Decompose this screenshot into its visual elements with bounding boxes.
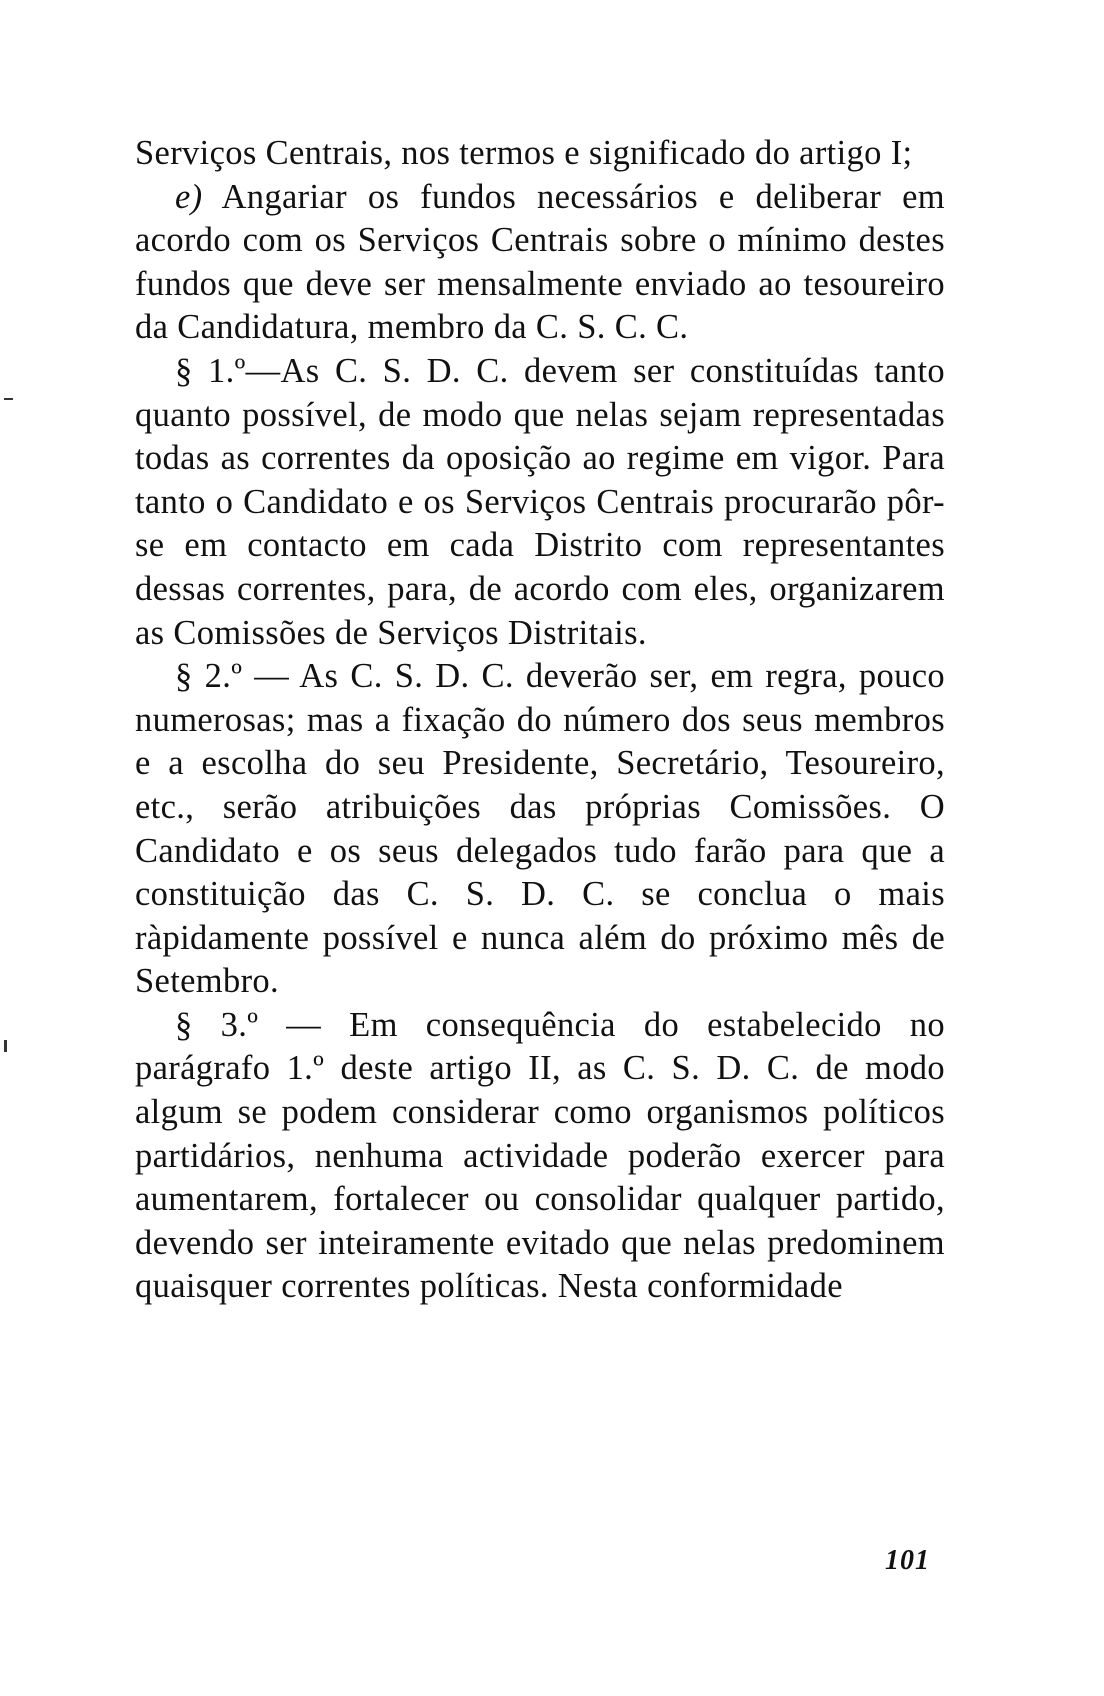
paragraph-text: § 2.º — As C. S. D. C. deverão ser, em regra, pouco numerosas; mas a fixação do número dos seus membros e a escolha do seu Presidente, Secretário, Tesoureiro, etc., serão atribuições das próprias Comissões. O Candidato e os seus delegados tudo farão para que a constituição das C. S. D. C. se conclua o mais ràpidamente possível e nunca além do próximo mês de Setembro. xyxy=(135,657,945,1001)
scan-edge-mark xyxy=(4,398,13,400)
paragraph-item-e xyxy=(135,176,945,350)
scan-edge-mark xyxy=(4,1040,7,1052)
paragraph-text: § 3.º — Em consequência do estabelecido no parágrafo 1.º deste artigo II, as C. S. D. C. de modo algum se podem considerar como organismos políticos partidários, nenhuma actividade poderão exercer para aumentarem, fortalecer ou consolidar qualquer partido, devendo ser inteiramente evitado que nelas predominem quaisquer correntes políticas. Nesta conformidade xyxy=(135,1005,945,1306)
item-marker: e) xyxy=(175,177,203,216)
paragraph-section-2 xyxy=(135,655,945,1004)
body-text xyxy=(135,132,945,1309)
paragraph-text: Angariar os fundos necessários e deliberar em acordo com os Serviços Centrais sobre o mínimo destes fundos que deve ser mensalmente enviado ao tesoureiro da Candidatura, membro da C. S. C. C. xyxy=(135,177,945,347)
paragraph-text: Serviços Centrais, nos termos e significado do artigo I; xyxy=(135,134,913,172)
paragraph-section-3 xyxy=(135,1004,945,1309)
paragraph-section-1 xyxy=(135,350,945,655)
page-number: 101 xyxy=(885,1545,930,1576)
paragraph-continuation xyxy=(135,132,945,176)
paragraph-text: § 1.º—As C. S. D. C. devem ser constituídas tanto quanto possível, de modo que nelas sejam representadas todas as correntes da oposição ao regime em vigor. Para tanto o Candidato e os Serviços Centrais procurarão pôr-se em contacto em cada Distrito com representantes dessas correntes, para, de acordo com eles, organizarem as Comissões de Serviços Distritais. xyxy=(135,351,945,652)
